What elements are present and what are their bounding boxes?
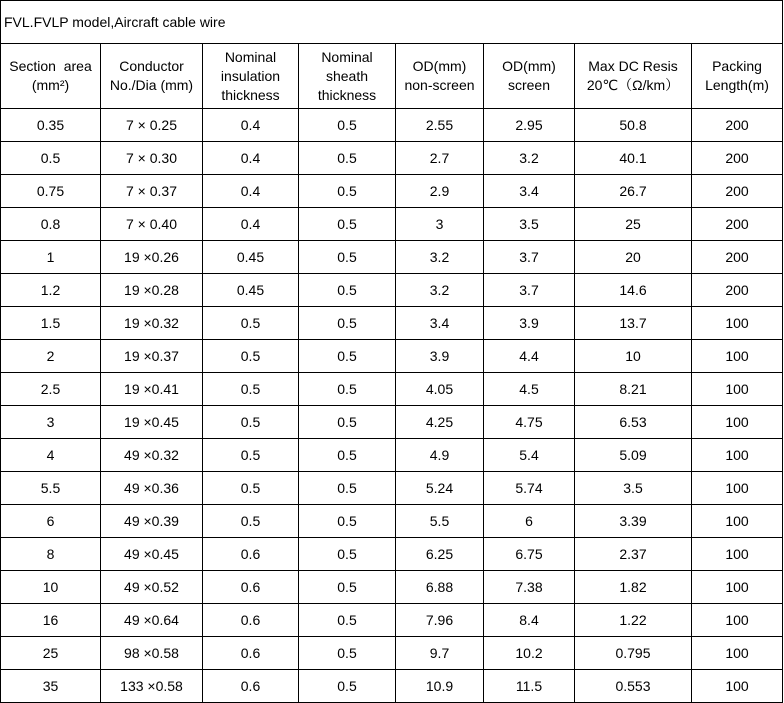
table-cell: 100 (692, 505, 783, 538)
table-cell: 0.5 (299, 439, 396, 472)
table-cell: 0.5 (203, 439, 299, 472)
table-cell: 20 (575, 241, 692, 274)
table-cell: 0.75 (1, 175, 101, 208)
table-cell: 0.8 (1, 208, 101, 241)
table-cell: 2.5 (1, 373, 101, 406)
header-line: screen (507, 77, 551, 93)
table-cell: 0.795 (575, 637, 692, 670)
table-cell: 3.5 (484, 208, 575, 241)
table-cell: 0.5 (203, 406, 299, 439)
table-row (1, 307, 783, 340)
table-cell: 0.5 (299, 307, 396, 340)
header-line: OD(mm) (412, 58, 467, 74)
table-cell: 0.5 (299, 241, 396, 274)
od-non-screen-header (396, 44, 484, 109)
table-cell: 2.37 (575, 538, 692, 571)
table-cell: 0.5 (299, 373, 396, 406)
table-cell: 16 (1, 604, 101, 637)
table-cell: 3.5 (575, 472, 692, 505)
table-cell: 10 (575, 340, 692, 373)
header-line: OD(mm) (502, 58, 556, 74)
table-cell: 49 ×0.45 (101, 538, 203, 571)
table-cell: 0.5 (299, 538, 396, 571)
table-row (1, 175, 783, 208)
table-cell: 4.9 (396, 439, 484, 472)
conductor-header (101, 44, 203, 109)
table-cell: 10.2 (484, 637, 575, 670)
table-cell: 100 (692, 637, 783, 670)
table-cell: 2.55 (396, 109, 484, 142)
table-cell: 200 (692, 109, 783, 142)
table-row (1, 439, 783, 472)
table-cell: 0.5 (299, 175, 396, 208)
table-cell: 19 ×0.41 (101, 373, 203, 406)
header-row (1, 44, 783, 109)
header-line: Length(m) (705, 77, 769, 93)
header-line: Packing (712, 58, 762, 74)
packing-length-header (692, 44, 783, 109)
table-cell: 4.75 (484, 406, 575, 439)
table-cell: 0.5 (299, 604, 396, 637)
table-cell: 3.2 (396, 274, 484, 307)
table-cell: 4 (1, 439, 101, 472)
header-line: sheath (325, 67, 369, 84)
table-cell: 5.5 (1, 472, 101, 505)
table-cell: 19 ×0.45 (101, 406, 203, 439)
table-cell: 19 ×0.28 (101, 274, 203, 307)
table-row (1, 637, 783, 670)
table-cell: 9.7 (396, 637, 484, 670)
table-cell: 0.5 (203, 373, 299, 406)
table-cell: 7 × 0.25 (101, 109, 203, 142)
header-line: 20℃（Ω/km） (586, 77, 680, 93)
table-cell: 3.4 (396, 307, 484, 340)
table-cell: 4.05 (396, 373, 484, 406)
table-cell: 3 (1, 406, 101, 439)
table-cell: 100 (692, 406, 783, 439)
table-row (1, 208, 783, 241)
table-cell: 0.4 (203, 109, 299, 142)
table-cell: 49 ×0.39 (101, 505, 203, 538)
table-cell: 133 ×0.58 (101, 670, 203, 703)
table-cell: 200 (692, 142, 783, 175)
table-cell: 3.9 (484, 307, 575, 340)
table-cell: 100 (692, 340, 783, 373)
table-cell: 7 × 0.30 (101, 142, 203, 175)
header-line: Conductor (119, 58, 184, 74)
table-cell: 100 (692, 571, 783, 604)
table-row (1, 538, 783, 571)
table-cell: 200 (692, 208, 783, 241)
table-cell: 0.5 (299, 505, 396, 538)
table-cell: 5.5 (396, 505, 484, 538)
table-cell: 0.6 (203, 604, 299, 637)
table-row (1, 340, 783, 373)
table-cell: 49 ×0.64 (101, 604, 203, 637)
header-line: non-screen (404, 77, 475, 93)
table-cell: 0.5 (299, 208, 396, 241)
title-row (1, 1, 783, 44)
table-cell: 5.74 (484, 472, 575, 505)
table-cell: 5.09 (575, 439, 692, 472)
table-cell: 100 (692, 538, 783, 571)
table-cell: 35 (1, 670, 101, 703)
table-cell: 4.4 (484, 340, 575, 373)
table-cell: 2.7 (396, 142, 484, 175)
table-cell: 1.22 (575, 604, 692, 637)
table-cell: 0.5 (299, 406, 396, 439)
table-cell: 26.7 (575, 175, 692, 208)
table-cell: 8.21 (575, 373, 692, 406)
table-cell: 0.5 (299, 109, 396, 142)
table-cell: 0.6 (203, 571, 299, 604)
table-cell: 8.4 (484, 604, 575, 637)
table-cell: 0.5 (203, 505, 299, 538)
max-dc-resistance-header (575, 44, 692, 109)
table-cell: 0.5 (299, 340, 396, 373)
header-line: Nominal (224, 48, 277, 65)
table-cell: 6 (1, 505, 101, 538)
table-row (1, 670, 783, 703)
table-cell: 1.2 (1, 274, 101, 307)
section-area-header (1, 44, 101, 109)
header-line: Nominal (321, 48, 373, 65)
table-cell: 1.5 (1, 307, 101, 340)
header-line: thickness (317, 86, 377, 103)
table-cell: 0.4 (203, 208, 299, 241)
table-cell: 6.75 (484, 538, 575, 571)
table-cell: 49 ×0.32 (101, 439, 203, 472)
table-cell: 2.9 (396, 175, 484, 208)
table-cell: 3.4 (484, 175, 575, 208)
table-cell: 7 × 0.37 (101, 175, 203, 208)
table-cell: 19 ×0.37 (101, 340, 203, 373)
table-cell: 6.88 (396, 571, 484, 604)
table-cell: 13.7 (575, 307, 692, 340)
table-cell: 7 × 0.40 (101, 208, 203, 241)
table-cell: 7.38 (484, 571, 575, 604)
table-cell: 100 (692, 439, 783, 472)
table-cell: 200 (692, 175, 783, 208)
table-cell: 200 (692, 241, 783, 274)
sheath-thickness-header (299, 44, 396, 109)
table-row (1, 241, 783, 274)
table-cell: 0.4 (203, 175, 299, 208)
table-cell: 0.45 (203, 241, 299, 274)
table-cell: 100 (692, 670, 783, 703)
table-cell: 3.7 (484, 274, 575, 307)
table-cell: 0.6 (203, 538, 299, 571)
table-row (1, 571, 783, 604)
header-line: thickness (221, 86, 280, 103)
table-cell: 0.5 (203, 472, 299, 505)
table-cell: 0.5 (203, 340, 299, 373)
table-cell: 0.6 (203, 637, 299, 670)
table-cell: 0.5 (299, 142, 396, 175)
table-cell: 3.9 (396, 340, 484, 373)
table-cell: 25 (1, 637, 101, 670)
table-cell: 0.5 (1, 142, 101, 175)
table-row (1, 472, 783, 505)
od-screen-header (484, 44, 575, 109)
table-cell: 100 (692, 604, 783, 637)
insulation-thickness-header (203, 44, 299, 109)
table-cell: 5.4 (484, 439, 575, 472)
table-cell: 3.39 (575, 505, 692, 538)
table-cell: 19 ×0.26 (101, 241, 203, 274)
table-cell: 0.4 (203, 142, 299, 175)
table-cell: 1 (1, 241, 101, 274)
header-line: Section area (9, 58, 92, 74)
table-cell: 0.5 (299, 472, 396, 505)
table-cell: 3 (396, 208, 484, 241)
table-cell: 3.2 (396, 241, 484, 274)
table-row (1, 142, 783, 175)
table-cell: 0.45 (203, 274, 299, 307)
table-cell: 1.82 (575, 571, 692, 604)
table-cell: 100 (692, 307, 783, 340)
table-cell: 11.5 (484, 670, 575, 703)
table-row (1, 109, 783, 142)
table-cell: 100 (692, 472, 783, 505)
table-cell: 14.6 (575, 274, 692, 307)
table-title: FVL.FVLP model,Aircraft cable wire (1, 1, 783, 44)
table-cell: 200 (692, 274, 783, 307)
table-cell: 100 (692, 373, 783, 406)
table-cell: 4.5 (484, 373, 575, 406)
table-cell: 25 (575, 208, 692, 241)
table-cell: 10.9 (396, 670, 484, 703)
table-cell: 4.25 (396, 406, 484, 439)
table-cell: 19 ×0.32 (101, 307, 203, 340)
table-cell: 49 ×0.36 (101, 472, 203, 505)
table-cell: 8 (1, 538, 101, 571)
table-row (1, 505, 783, 538)
table-cell: 40.1 (575, 142, 692, 175)
table-cell: 6.25 (396, 538, 484, 571)
table-cell: 0.5 (203, 307, 299, 340)
table-cell: 0.5 (299, 571, 396, 604)
table-cell: 50.8 (575, 109, 692, 142)
header-line: insulation (220, 67, 281, 84)
table-row (1, 373, 783, 406)
table-row (1, 604, 783, 637)
table-cell: 98 ×0.58 (101, 637, 203, 670)
table-row (1, 406, 783, 439)
table-cell: 10 (1, 571, 101, 604)
header-line: Max DC Resis (588, 58, 678, 74)
table-cell: 2 (1, 340, 101, 373)
table-cell: 0.553 (575, 670, 692, 703)
table-row (1, 274, 783, 307)
table-cell: 0.5 (299, 637, 396, 670)
header-line: No./Dia (mm) (109, 77, 194, 93)
table-cell: 2.95 (484, 109, 575, 142)
header-line: (mm²) (31, 77, 70, 93)
table-cell: 3.7 (484, 241, 575, 274)
table-cell: 0.35 (1, 109, 101, 142)
table-cell: 6.53 (575, 406, 692, 439)
table-cell: 6 (484, 505, 575, 538)
table-cell: 0.6 (203, 670, 299, 703)
table-cell: 3.2 (484, 142, 575, 175)
table-cell: 5.24 (396, 472, 484, 505)
table-cell: 7.96 (396, 604, 484, 637)
table-cell: 0.5 (299, 670, 396, 703)
table-cell: 0.5 (299, 274, 396, 307)
table-cell: 49 ×0.52 (101, 571, 203, 604)
